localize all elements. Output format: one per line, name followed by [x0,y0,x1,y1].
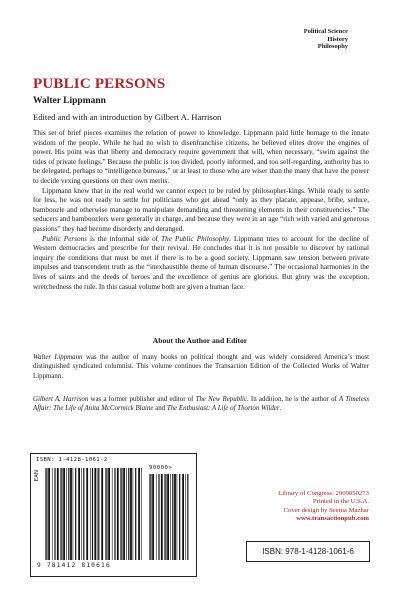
book-title: PUBLIC PERSONS [33,76,166,92]
publisher-url[interactable]: www.transactionpub.com [296,514,369,522]
barcode-isbn-label: ISBN: 1-4128-1061-2 [36,457,108,463]
subject-history: History [327,35,348,43]
subject-philosophy: Philosophy [317,43,348,51]
ean-barcode [45,468,145,560]
description-paragraph: Lippmann knew that in the real world we cannot expect to be ruled by philosopher-kings. While ready to settle for less, he was not ready to settle for politicians who get ahead “only as they placate, appease, bribe, seduce, bamboozle and otherwise manage to manipulate demanding and threatening elements in their constituencies.” The seducers and bamboozlers were generally in charge, and because they were in an age “rich with varied and generous passions” they had become disorderly and deranged. [33,186,369,233]
editor-line: Edited and with an introduction by Gilbert A. Harrison [33,112,222,122]
author-bio: Walter Lippmann was the author of many books on political thought and was widely considered America’s most distinguished syndicated columnist. This volume continues the Transaction Edition of the Collected Works of Walter Lippmann. [33,354,369,380]
cover-design-credit: Cover design by Seema Mazhar [283,506,369,514]
description-paragraph: This set of brief pieces examines the relation of power to knowledge. Lippmann paid little homage to the innate wisdom of the people. While he had no wish to disenfranchise citizens, he believed elites drove the engines of power. His point was that liberty and democracy require government that will, when necessary, “swim against the tides of private feelings.” Because the public is too divided, poorly informed, and too self-regarding, authority has to be delegated, perhaps to “intelligence bureaus,” or at least to those who are wiser than the many that have the power to decide vexing questions on their own merits. [33,129,369,185]
addon-barcode [149,474,191,560]
subject-political-science: Political Science [303,28,348,35]
about-heading: About the Author and Editor [152,336,248,345]
book-author: Walter Lippmann [33,96,106,106]
isbn-box: ISBN: 978-1-4128-1061-6 [246,541,370,562]
library-of-congress: Library of Congress: 2009050273 [278,490,369,497]
subject-categories [304,28,348,51]
barcode-box [30,453,197,577]
description-paragraph: Public Persons is the informal side of The Public Philosophy. Lippmann tries to account for the decline of Western democracies and prescribe for their revival. He concludes that it is not possible to discover by rational inquiry the conditions that must be met if there is to be a good society. Lippmann saw tension between private impulses and transcendent truth as the “inexhaustible theme of human discourse.” The occasional harmonies in the lives of saints and the deeds of heroes and the excellence of genius are glorious. But glory was the exception, wretchedness the rule. In this casual volume both are given a human face. [33,234,370,291]
barcode-digits: 9 781412 810616 [37,562,111,569]
publisher-info [278,490,369,523]
barcode-addon-digits: 90000> [149,465,173,471]
ean-label: EAN [34,470,40,482]
printed-in: Printed in the U.S.A. [312,498,369,506]
editor-bio: Gilbert A. Harrison was a former publisher and editor of The New Republic. In addition, he is the author of A Timeless Affair: The Life of Anita McCormick Blaine and The Enthusiast: A Life of Thorton Wilder. [33,396,370,413]
book-description [33,129,369,292]
